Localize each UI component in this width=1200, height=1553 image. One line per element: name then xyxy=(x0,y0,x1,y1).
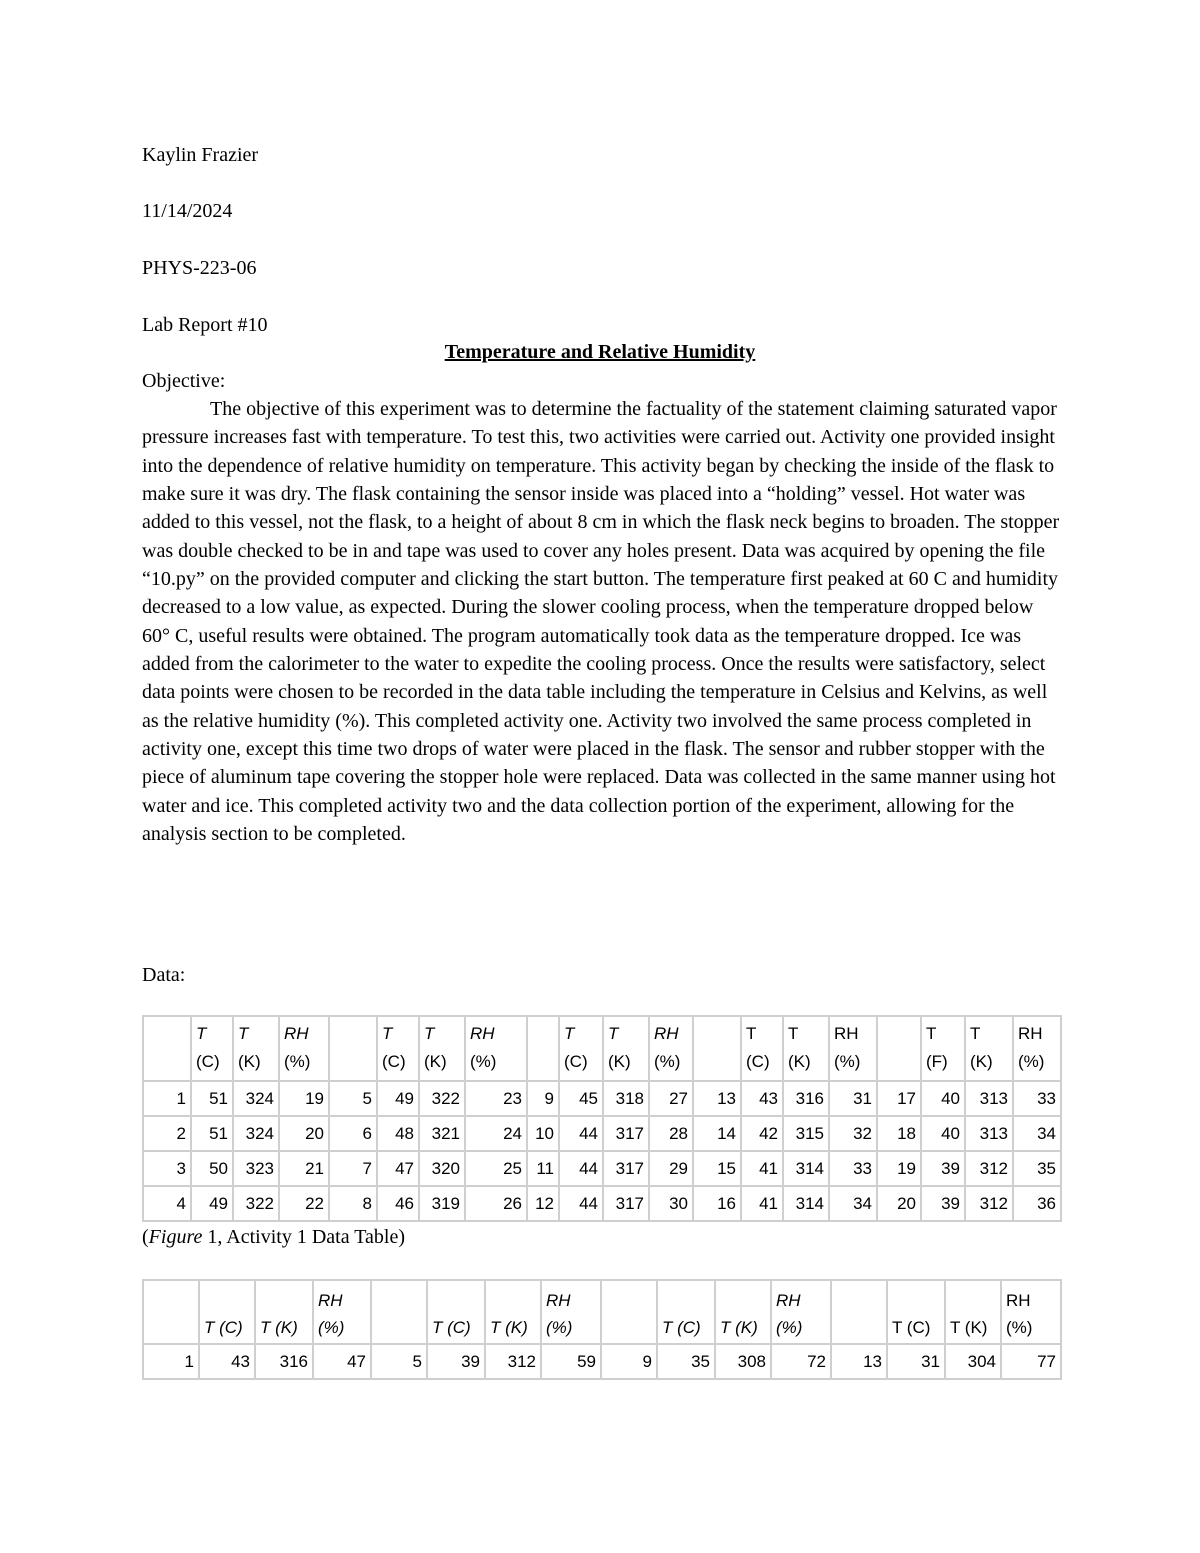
table-cell: 41 xyxy=(741,1186,783,1221)
table-cell: 39 xyxy=(921,1186,965,1221)
table-cell: 41 xyxy=(741,1151,783,1186)
table-cell: 20 xyxy=(877,1186,921,1221)
column-header xyxy=(783,1016,829,1081)
table-cell: 14 xyxy=(693,1116,741,1151)
column-header-unit: (K) xyxy=(424,1052,447,1071)
table-cell: 44 xyxy=(559,1151,603,1186)
table-cell: 34 xyxy=(829,1186,877,1221)
table-cell: 5 xyxy=(329,1081,377,1116)
table-cell: 313 xyxy=(965,1081,1013,1116)
table-cell: 312 xyxy=(965,1186,1013,1221)
caption-figure-word: Figure xyxy=(148,1226,203,1248)
column-header-label: T xyxy=(788,1024,799,1043)
table-cell: 12 xyxy=(527,1186,559,1221)
table-cell: 72 xyxy=(771,1344,831,1379)
table-cell: 317 xyxy=(603,1151,649,1186)
table-cell: 312 xyxy=(485,1344,541,1379)
table-cell: 48 xyxy=(377,1116,419,1151)
column-header xyxy=(965,1016,1013,1081)
table-cell: 7 xyxy=(329,1151,377,1186)
header-index-cell xyxy=(143,1016,191,1081)
column-header-unit: (%) xyxy=(834,1052,861,1071)
table-cell: 46 xyxy=(377,1186,419,1221)
table-cell: 316 xyxy=(255,1344,313,1379)
table-cell: 322 xyxy=(233,1186,279,1221)
table-cell: 19 xyxy=(877,1151,921,1186)
column-header-label: T xyxy=(746,1024,757,1043)
table-row xyxy=(143,1186,1061,1221)
column-header xyxy=(419,1016,465,1081)
table-cell: 321 xyxy=(419,1116,465,1151)
table-cell: 320 xyxy=(419,1151,465,1186)
table-row xyxy=(143,1344,1061,1379)
column-header xyxy=(1001,1280,1061,1344)
table-cell: 8 xyxy=(329,1186,377,1221)
column-header: T (K) xyxy=(945,1280,1001,1344)
column-header: T (C) xyxy=(657,1280,715,1344)
column-header-unit: (F) xyxy=(926,1052,948,1071)
column-header-label: T xyxy=(970,1024,981,1043)
column-header-unit: (C) xyxy=(382,1052,406,1071)
table-cell: 21 xyxy=(279,1151,329,1186)
column-header xyxy=(1013,1016,1061,1081)
table-cell: 40 xyxy=(921,1081,965,1116)
table-cell: 18 xyxy=(877,1116,921,1151)
table-cell: 44 xyxy=(559,1186,603,1221)
figure-1-caption xyxy=(142,1223,405,1251)
table-cell: 47 xyxy=(377,1151,419,1186)
table-cell: 13 xyxy=(693,1081,741,1116)
table-cell: 35 xyxy=(1013,1151,1061,1186)
header-index-cell xyxy=(831,1280,887,1344)
table-cell: 39 xyxy=(921,1151,965,1186)
table-cell: 304 xyxy=(945,1344,1001,1379)
column-header xyxy=(921,1016,965,1081)
table-cell: 34 xyxy=(1013,1116,1061,1151)
column-header-unit: (%) xyxy=(1006,1318,1033,1337)
column-header-label: RH xyxy=(654,1024,679,1043)
table-cell: 43 xyxy=(741,1081,783,1116)
table-cell: 19 xyxy=(279,1081,329,1116)
table-cell: 36 xyxy=(1013,1186,1061,1221)
activity-2-data-table xyxy=(142,1279,1062,1380)
column-header-label: RH xyxy=(470,1024,495,1043)
table-cell: 317 xyxy=(603,1186,649,1221)
column-header-unit: (C) xyxy=(564,1052,588,1071)
table-cell: 35 xyxy=(657,1344,715,1379)
table-cell: 42 xyxy=(741,1116,783,1151)
table-cell: 59 xyxy=(541,1344,601,1379)
table-cell: 29 xyxy=(649,1151,693,1186)
course-code: PHYS-223-06 xyxy=(142,257,257,279)
column-header-label: T xyxy=(238,1024,249,1043)
table-cell: 316 xyxy=(783,1081,829,1116)
column-header-unit: (%) xyxy=(654,1052,681,1071)
header-index-cell xyxy=(371,1280,427,1344)
table-cell: 13 xyxy=(831,1344,887,1379)
column-header-label: RH xyxy=(546,1291,571,1310)
column-header: T (C) xyxy=(199,1280,255,1344)
report-date: 11/14/2024 xyxy=(142,200,233,222)
table-cell: 43 xyxy=(199,1344,255,1379)
table-cell: 77 xyxy=(1001,1344,1061,1379)
column-header xyxy=(603,1016,649,1081)
table-cell: 24 xyxy=(465,1116,527,1151)
table-cell: 33 xyxy=(1013,1081,1061,1116)
column-header-unit: (%) xyxy=(546,1318,573,1337)
table-cell: 23 xyxy=(465,1081,527,1116)
table-cell: 44 xyxy=(559,1116,603,1151)
column-header xyxy=(279,1016,329,1081)
column-header xyxy=(191,1016,233,1081)
table-cell: 26 xyxy=(465,1186,527,1221)
table-cell: 313 xyxy=(965,1116,1013,1151)
column-header-unit: (C) xyxy=(746,1052,770,1071)
table-cell: 33 xyxy=(829,1151,877,1186)
table-cell: 28 xyxy=(649,1116,693,1151)
table-cell: 31 xyxy=(887,1344,945,1379)
table-cell: 31 xyxy=(829,1081,877,1116)
table-cell: 39 xyxy=(427,1344,485,1379)
table-cell: 49 xyxy=(191,1186,233,1221)
table-cell: 322 xyxy=(419,1081,465,1116)
table-cell: 1 xyxy=(143,1081,191,1116)
table-cell: 9 xyxy=(527,1081,559,1116)
table-row xyxy=(143,1116,1061,1151)
column-header-unit: (K) xyxy=(970,1052,993,1071)
activity-1-data-table xyxy=(142,1015,1062,1222)
column-header-unit: (K) xyxy=(238,1052,261,1071)
table-cell: 2 xyxy=(143,1116,191,1151)
report-title: Temperature and Relative Humidity xyxy=(444,341,756,363)
column-header-label: RH xyxy=(284,1024,309,1043)
table-cell: 308 xyxy=(715,1344,771,1379)
column-header-unit: (%) xyxy=(1018,1052,1045,1071)
table-cell: 25 xyxy=(465,1151,527,1186)
table-cell: 15 xyxy=(693,1151,741,1186)
table-cell: 312 xyxy=(965,1151,1013,1186)
table-cell: 20 xyxy=(279,1116,329,1151)
table-cell: 314 xyxy=(783,1151,829,1186)
caption-rest: 1, Activity 1 Data Table) xyxy=(202,1226,406,1248)
table-cell: 16 xyxy=(693,1186,741,1221)
column-header xyxy=(741,1016,783,1081)
column-header-label: T xyxy=(926,1024,937,1043)
column-header xyxy=(377,1016,419,1081)
column-header-label: T xyxy=(608,1024,619,1043)
header-index-cell xyxy=(601,1280,657,1344)
table-cell: 11 xyxy=(527,1151,559,1186)
table-cell: 4 xyxy=(143,1186,191,1221)
column-header xyxy=(559,1016,603,1081)
column-header: T (K) xyxy=(485,1280,541,1344)
table-header-row xyxy=(143,1016,1061,1081)
column-header: T (K) xyxy=(255,1280,313,1344)
table-cell: 51 xyxy=(191,1116,233,1151)
author-name: Kaylin Frazier xyxy=(142,144,259,166)
column-header-label: T xyxy=(382,1024,393,1043)
objective-heading: Objective: xyxy=(142,370,226,392)
header-index-cell xyxy=(877,1016,921,1081)
table-cell: 318 xyxy=(603,1081,649,1116)
table-cell: 3 xyxy=(143,1151,191,1186)
table-cell: 40 xyxy=(921,1116,965,1151)
column-header-label: T xyxy=(564,1024,575,1043)
column-header-unit: (%) xyxy=(470,1052,497,1071)
table-cell: 1 xyxy=(143,1344,199,1379)
table-cell: 10 xyxy=(527,1116,559,1151)
table-cell: 32 xyxy=(829,1116,877,1151)
column-header xyxy=(829,1016,877,1081)
column-header xyxy=(649,1016,693,1081)
table-cell: 6 xyxy=(329,1116,377,1151)
column-header-unit: (K) xyxy=(788,1052,811,1071)
column-header-label: T xyxy=(424,1024,435,1043)
table-cell: 324 xyxy=(233,1116,279,1151)
column-header-label: RH xyxy=(1006,1291,1031,1310)
column-header: T (C) xyxy=(887,1280,945,1344)
column-header-unit: (K) xyxy=(608,1052,631,1071)
data-heading: Data: xyxy=(142,964,186,986)
table-cell: 323 xyxy=(233,1151,279,1186)
column-header-label: RH xyxy=(776,1291,801,1310)
column-header-label: RH xyxy=(834,1024,859,1043)
table-cell: 51 xyxy=(191,1081,233,1116)
column-header-unit: (%) xyxy=(318,1318,345,1337)
table-cell: 17 xyxy=(877,1081,921,1116)
column-header: T (C) xyxy=(427,1280,485,1344)
table-cell: 47 xyxy=(313,1344,371,1379)
table-cell: 5 xyxy=(371,1344,427,1379)
caption-open: ( xyxy=(142,1226,149,1248)
table-cell: 319 xyxy=(419,1186,465,1221)
header-index-cell xyxy=(329,1016,377,1081)
objective-paragraph: The objective of this experiment was to determine the factuality of the statement claiming saturated vapor pressure increases fast with temperature. To test this, two activities were carried out. Activity one provided insight into the dependence of relative humidity on temperature. This activity began by checking the inside of the flask to make sure it was dry. The flask containing the sensor inside was placed into a “holding” vessel. Hot water was added to this vessel, not the flask, to a height of about 8 cm in which the flask neck begins to broaden. The stopper was double checked to be in and tape was used to cover any holes present. Data was acquired by opening the file “10.py” on the provided computer and clicking the start button. The temperature first peaked at 60 C and humidity decreased to a low value, as expected. During the slower cooling process, when the temperature dropped below 60° C, useful results were obtained. The program automatically took data as the temperature dropped. Ice was added from the calorimeter to the water to expedite the cooling process. Once the results were satisfactory, select data points were chosen to be recorded in the data table including the temperature in Celsius and Kelvins, as well as the relative humidity (%). This completed activity one. Activity two involved the same process completed in activity one, except this time two drops of water were placed in the flask. The sensor and rubber stopper with the piece of aluminum tape covering the stopper hole were replaced. Data was collected in the same manner using hot water and ice. This completed activity two and the data collection portion of the experiment, allowing for the analysis section to be completed. xyxy=(142,398,1060,846)
column-header xyxy=(541,1280,601,1344)
column-header xyxy=(233,1016,279,1081)
column-header xyxy=(771,1280,831,1344)
column-header-label: T xyxy=(196,1024,207,1043)
column-header: T (K) xyxy=(715,1280,771,1344)
report-number: Lab Report #10 xyxy=(142,314,268,336)
table-cell: 50 xyxy=(191,1151,233,1186)
table-cell: 49 xyxy=(377,1081,419,1116)
table-header-row xyxy=(143,1280,1061,1344)
column-header-unit: (%) xyxy=(776,1318,803,1337)
table-cell: 315 xyxy=(783,1116,829,1151)
table-cell: 30 xyxy=(649,1186,693,1221)
header-index-cell xyxy=(693,1016,741,1081)
column-header xyxy=(313,1280,371,1344)
table-row xyxy=(143,1081,1061,1116)
column-header-label: RH xyxy=(1018,1024,1043,1043)
column-header xyxy=(465,1016,527,1081)
table-cell: 22 xyxy=(279,1186,329,1221)
table-cell: 9 xyxy=(601,1344,657,1379)
column-header-unit: (%) xyxy=(284,1052,311,1071)
table-row xyxy=(143,1151,1061,1186)
table-cell: 314 xyxy=(783,1186,829,1221)
table-cell: 27 xyxy=(649,1081,693,1116)
table-cell: 317 xyxy=(603,1116,649,1151)
column-header-unit: (C) xyxy=(196,1052,220,1071)
table-cell: 45 xyxy=(559,1081,603,1116)
table-cell: 324 xyxy=(233,1081,279,1116)
column-header-label: RH xyxy=(318,1291,343,1310)
header-index-cell xyxy=(143,1280,199,1344)
header-index-cell xyxy=(527,1016,559,1081)
